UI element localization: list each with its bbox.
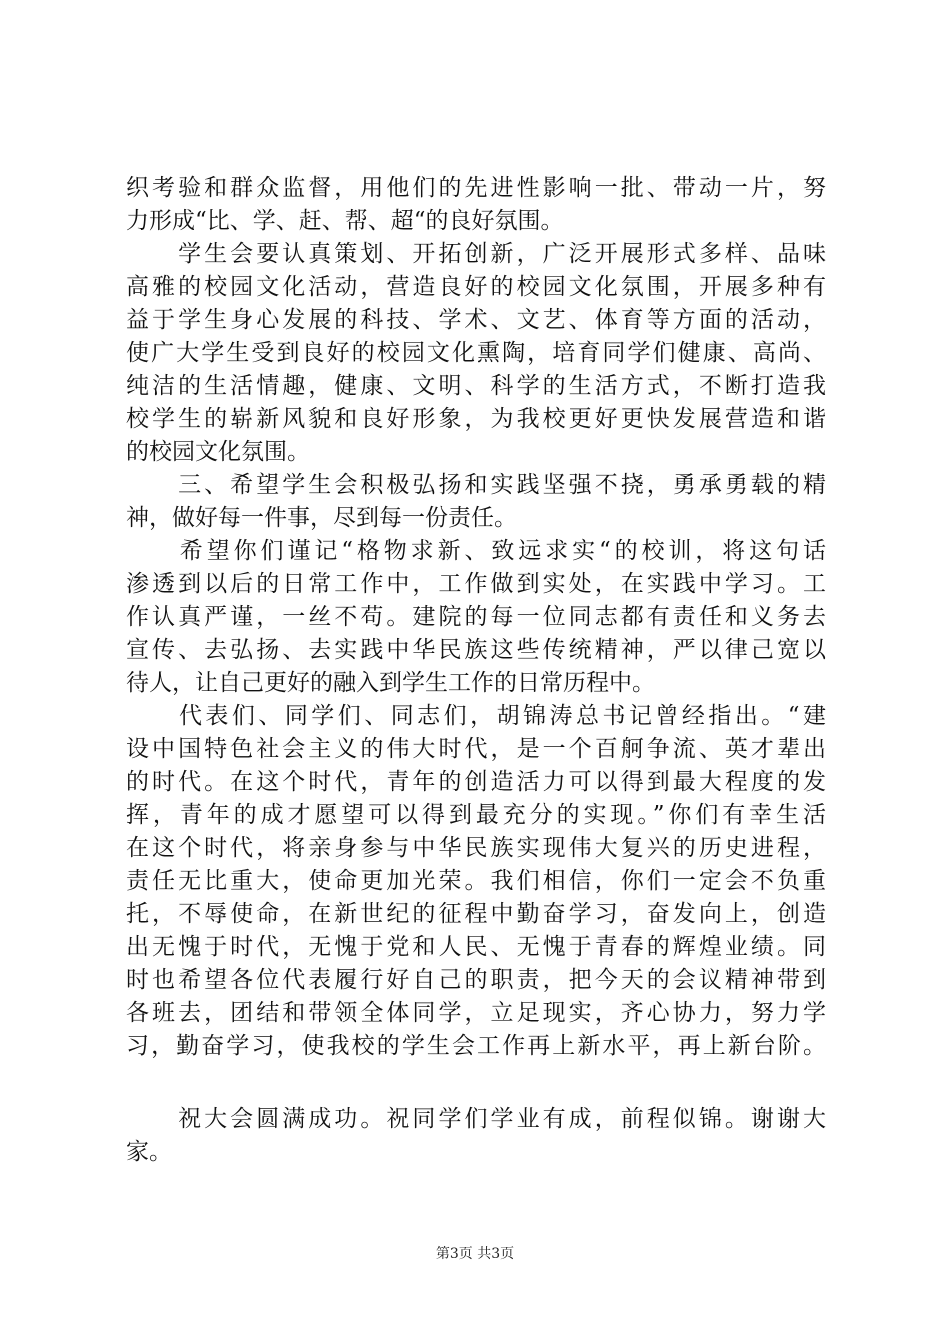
text-line: 习，勤奋学习，使我校的学生会工作再上新水平，再上新台阶。 <box>126 1033 826 1059</box>
text-line: 在这个时代，将亲身参与中华民族实现伟大复兴的历史进程， <box>126 835 826 861</box>
text-line: 神，做好每一件事，尽到每一份责任。 <box>126 505 517 531</box>
text-line: 时也希望各位代表履行好自己的职责，把今天的会议精神带到 <box>126 967 826 993</box>
text-line: 托，不辱使命，在新世纪的征程中勤奋学习，奋发向上，创造 <box>126 901 826 927</box>
text-line: 希望你们谨记“格物求新、致远求实“的校训，将这句话 <box>126 538 826 564</box>
text-line: 力形成“比、学、赶、帮、超“的良好氛围。 <box>126 208 564 234</box>
text-line: 设中国特色社会主义的伟大时代，是一个百舸争流、英才辈出 <box>126 736 826 762</box>
text-line: 出无愧于时代，无愧于党和人民、无愧于青春的辉煌业绩。同 <box>126 934 826 960</box>
text-line: 的校园文化氛围。 <box>126 439 310 465</box>
text-line: 三、希望学生会积极弘扬和实践坚强不挠，勇承勇载的精 <box>126 472 826 498</box>
text-line: 学生会要认真策划、开拓创新，广泛开展形式多样、品味 <box>126 241 826 267</box>
text-line: 高雅的校园文化活动，营造良好的校园文化氛围，开展多种有 <box>126 274 826 300</box>
text-line: 代表们、同学们、同志们，胡锦涛总书记曾经指出。“建 <box>126 703 826 729</box>
text-line: 宣传、去弘扬、去实践中华民族这些传统精神，严以律己宽以 <box>126 637 826 663</box>
text-line: 责任无比重大，使命更加光荣。我们相信，你们一定会不负重 <box>126 868 826 894</box>
text-line: 纯洁的生活情趣，健康、文明、科学的生活方式，不断打造我 <box>126 373 826 399</box>
text-line: 织考验和群众监督，用他们的先进性影响一批、带动一片，努 <box>126 175 826 201</box>
text-line: 使广大学生受到良好的校园文化熏陶，培育同学们健康、高尚、 <box>126 340 826 366</box>
text-line: 待人，让自己更好的融入到学生工作的日常历程中。 <box>126 670 655 696</box>
text-line: 益于学生身心发展的科技、学术、文艺、体育等方面的活动， <box>126 307 826 333</box>
text-line: 挥，青年的成才愿望可以得到最充分的实现。”你们有幸生活 <box>126 802 826 828</box>
text-line: 校学生的崭新风貌和良好形象，为我校更好更快发展营造和谐 <box>126 406 826 432</box>
document-body <box>126 172 826 1169</box>
text-line: 各班去，团结和带领全体同学，立足现实，齐心协力，努力学 <box>126 1000 826 1026</box>
text-line: 家。 <box>126 1139 172 1165</box>
text-line: 祝大会圆满成功。祝同学们学业有成，前程似锦。谢谢大 <box>126 1106 826 1132</box>
paragraph-gap <box>126 1063 826 1103</box>
text-line: 的时代。在这个时代，青年的创造活力可以得到最大程度的发 <box>126 769 826 795</box>
text-line: 渗透到以后的日常工作中，工作做到实处，在实践中学习。工 <box>126 571 826 597</box>
page-footer: 第3页 共3页 <box>435 1246 515 1262</box>
text-line: 作认真严谨，一丝不苟。建院的每一位同志都有责任和义务去 <box>126 604 826 630</box>
